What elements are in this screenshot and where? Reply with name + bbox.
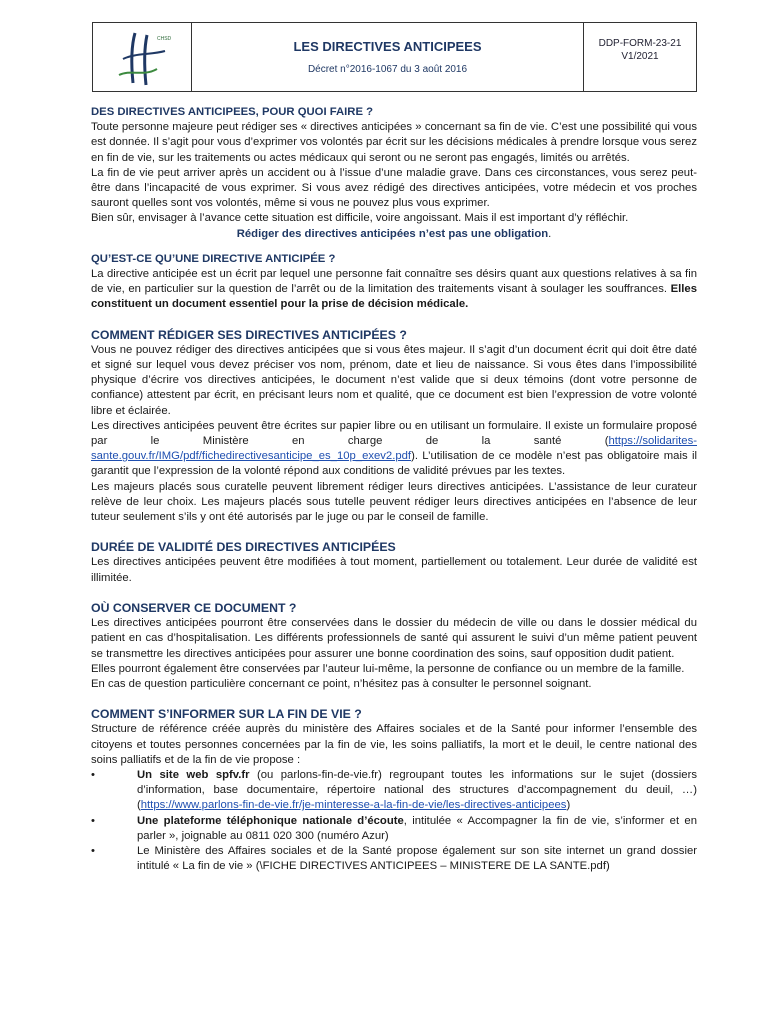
ministry-dossier-text: Le Ministère des Affaires sociales et de la Santé propose également sur son site internet un grand dossier intitulé « La fin de vie » (\FICHE DIRECTIVES ANTICIPEES – MINISTERE DE LA SANTE.pdf) <box>137 844 697 873</box>
paragraph: Structure de référence créée auprès du ministère des Affaires sociales et de la Santé pour informer l’ensemble des citoyens et toutes personnes concernées par la fin de vie, les soins palliatifs, la mort et le deuil, le centre national des soins palliatifs et de la fin de vie propose : <box>91 723 697 766</box>
form-code: DDP-FORM-23-21 <box>598 38 682 49</box>
section-heading-how-to-write: COMMENT RÉDIGER SES DIRECTIVES ANTICIPÉES ? <box>91 327 407 342</box>
paragraph: Elles pourront également être conservées par l’auteur lui-même, la personne de confiance ou un membre de la famille. <box>91 662 685 675</box>
form-text: Les directives anticipées peuvent être écrites sur papier libre ou en utilisant un formulaire. Il existe un formulaire proposé par le Ministère en charge de la santé ( <box>91 419 697 448</box>
paragraph: Les majeurs placés sous curatelle peuvent librement rédiger leurs directives anticipées. L’assistance de leur curateur relève de leur choix. Les majeurs placés sous tutelle peuvent rédiger leurs directives anticipées en l’absence de leur tuteur seulement s’ils y ont été autorisés par le juge ou par le conseil de famille. <box>91 480 697 524</box>
decree-reference: Décret n°2016-1067 du 3 août 2016 <box>307 64 468 75</box>
page-title: LES DIRECTIVES ANTICIPEES <box>293 39 482 54</box>
section-heading-what: QU’EST-CE QU’UNE DIRECTIVE ANTICIPÉE ? <box>91 252 336 265</box>
hotline-label: Une plateforme téléphonique nationale d’écoute <box>137 814 404 827</box>
form-text-end: ). L’utilisation de ce modèle n’est pas obligatoire mais il garantit que l’expression de la volonté répond aux conditions de validité prévues par les textes. <box>91 450 697 478</box>
section-heading-information: COMMENT S’INFORMER SUR LA FIN DE VIE ? <box>91 707 362 722</box>
paragraph: Les directives anticipées pourront être conservées dans le dossier du médecin de ville ou dans le dossier médical du patient en cas d’hospitalisation. Les différents professionnels de santé qui assurent le suivi d’un même patient peuvent se transmettre les directives anticipées pour assurer une bonne coordination des soins, sauf opposition dudit patient. <box>91 617 697 660</box>
bullet-icon: • <box>91 844 95 857</box>
paragraph <box>91 267 697 313</box>
list-item: • Un site web spfv.fr (ou parlons-fin-de-vie.fr) regroupant toutes les informations sur le sujet (dossiers d’information, base documentaire, répertoire national des structures d’accompagnement du deuil, …) (https://www.parlons-fin-de-vie.fr/je-minteresse-a-la-fin-de-vie/les-directives-anticipees) <box>91 768 697 814</box>
paragraph: Bien sûr, envisager à l’avance cette situation est difficile, voire angoissant. Mais il est important d’y réfléchir. <box>91 212 629 225</box>
website-text: (ou parlons-fin-de-vie.fr) regroupant toutes les informations sur le sujet (dossiers d’information, base documentaire, répertoire national des structures d’accompagnement du deuil, …) ( <box>137 768 697 812</box>
paragraph <box>91 419 697 480</box>
bullet-icon: • <box>91 768 95 781</box>
list-item <box>91 844 697 874</box>
paragraph: Les directives anticipées peuvent être modifiées à tout moment, partiellement ou totalement. Leur durée de validité est illimitée. <box>91 556 697 584</box>
hotline-text: , intitulée « Accompagner la fin de vie, s’informer et en parler », joignable au 0811 020 300 (numéro Azur) <box>137 814 697 842</box>
note-period: . <box>548 227 552 240</box>
reference-cell <box>584 23 696 91</box>
document-header <box>92 22 697 92</box>
parlons-fin-de-vie-link[interactable]: https://www.parlons-fin-de-vie.fr/je-minteresse-a-la-fin-de-vie/les-directives-anticipees <box>140 799 567 812</box>
definition-emphasis: Elles constituent un document essentiel pour la prise de décision médicale. <box>91 283 697 311</box>
definition-text: La directive anticipée est un écrit par lequel une personne fait connaître ses désirs quant aux questions relatives à sa fin de vie, en particulier sur la question de l’arrêt ou de la limitation des traitements visant à soulager les souffrances. <box>91 268 697 296</box>
note-text: Rédiger des directives anticipées n’est pas une obligation <box>236 227 549 240</box>
document-body <box>91 105 697 874</box>
website-label: Un site web spfv.fr <box>137 768 250 781</box>
logo-cell <box>93 23 192 91</box>
list-item <box>91 814 697 844</box>
paragraph: En cas de question particulière concernant ce point, n’hésitez pas à consulter le personnel soignant. <box>91 677 592 690</box>
section-heading-validity: DURÉE DE VALIDITÉ DES DIRECTIVES ANTICIPÉES <box>91 540 396 555</box>
paragraph: La fin de vie peut arriver après un accident ou à l’issue d’une maladie grave. Dans ces circonstances, vous serez peut-être dans l’incapacité de vous exprimer. Si vous avez rédigé des directives anticipées, votre médecin et vos proches sauront quelles sont vos volontés, même si vous ne pouvez plus vous exprimer. <box>91 166 697 210</box>
logo-text: CHSD <box>157 36 172 42</box>
not-mandatory-note <box>91 227 697 242</box>
paragraph: Vous ne pouvez rédiger des directives anticipées que si vous êtes majeur. Il s’agit d’un document écrit qui doit être daté et signé sur lequel vous devez préciser vos nom, prénom, date et lieu de naissance. Si vous êtes dans l’impossibilité physique d’écrire vos directives anticipées, le document n’est valide que si deux témoins (dont votre personne de confiance) attestent par écrit, en précisant leurs nom et qualité, que ce document est bien l’expression de votre volonté libre et éclairée. <box>91 343 697 417</box>
ministry-form-link[interactable]: https://solidarites-sante.gouv.fr/IMG/pdf/fichedirectivesanticipe_es_10p_exev2.pdf <box>91 435 697 463</box>
title-cell <box>192 23 584 91</box>
paragraph: Toute personne majeure peut rédiger ses « directives anticipées » concernant sa fin de vie. C’est une possibilité qui vous est donnée. Il s’agit pour vous d’exprimer vos volontés par écrit sur les décisions médicales à prendre lorsque vous serez en fin de vie, sur les traitements ou actes médicaux qui seront ou ne seront pas engagés, limités ou arrêtés. <box>91 121 697 164</box>
bullet-icon: • <box>91 814 95 827</box>
form-version: V1/2021 <box>621 51 659 62</box>
section-heading-storage: OÙ CONSERVER CE DOCUMENT ? <box>91 600 297 615</box>
section-heading-why: DES DIRECTIVES ANTICIPEES, POUR QUOI FAIRE ? <box>91 106 374 118</box>
